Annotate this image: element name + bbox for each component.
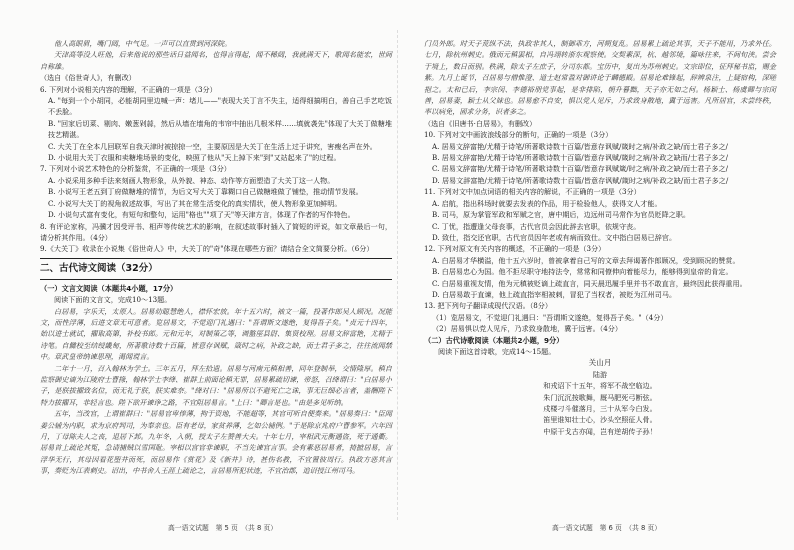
poem-line: 朱门沉沉按歌舞，厩马肥死弓断弦。 [543, 392, 657, 402]
story-source: （选自《俗世奇人》，有删改） [40, 73, 136, 83]
q10-option-b: B. 居易文辞富艳/尤精于诗笔/所著歌诗数十百篇/皆意存讽赋/箴时之病/补政之缺而/士君子多之/ [432, 153, 729, 163]
passage-continued: 门员外郎。时天子荒纵不法，执政非其人，制御乖方，河朔复乱。居易累上疏论其事，天子不能用，乃求外任。七月，除杭州刺史。俄而元稹罢相，自冯翊转浙东观察使。交契素深，杭、越邻境，篇咏往来，不间旬浃。尝会于境上，数日而别。秩满，除太子左庶子，分司东都。宝历中，复出为苏州刺史。文宗即位，征拜秘书监，赐金紫。九月上诞节，召居易与僧惟澄、道士赵常盈对御讲论于麟德殿。居易论难锋起，辞辨泉注，上疑宿构，深嗟挹之。太和已后，李宗闵、李德裕朋党事起，是非排陷，朝升暮黜，天子亦无如之何。杨颖士、杨虞卿与宗闵善，居易妻，颖士从父妹也。居易愈不自安，惧以党人见斥，乃求致身散地，冀于远害。凡所居官，未尝终秩，率以病免，固求分务，识者多之。 [424, 39, 776, 117]
q10-option-a: A. 居易文辞富艳/尤精于诗笔/所著歌诗数十百篇/皆意存讽赋/箴时之病/补政之缺/而士君子多之/ [432, 141, 728, 151]
right-page-footer: 高一语文试题 第 6 页 （共 8 页） [552, 524, 662, 532]
section-2-title: 二、古代诗文阅读（32分） [40, 262, 158, 274]
poem-line: 和戎诏下十五年，将军不战空临边。 [543, 381, 657, 391]
section-rule [40, 258, 392, 259]
subsection-2-title: （二）古代诗歌阅读（本题共2小题，9分） [424, 335, 564, 345]
q7-option-a: A. 小说采用多种手法来刻画人物形象，从外貌、神态、动作等方面塑造了大关丁这一人物。 [48, 175, 335, 185]
q12-option-d: D. 白居易敢于直谏，他上疏直指宰相被刺，冒犯了当权者，被贬为江州司马。 [432, 289, 677, 299]
poem [424, 357, 776, 437]
question-11: 11. 下列对文中加点词语的相关内容的解说，不正确的一项是（3分） [424, 187, 641, 197]
passage-source: （选自《旧唐书·白居易》，有删改） [424, 118, 537, 128]
poem-line: 中原干戈古亦闻，岂有逆胡传子孙！ [543, 426, 657, 436]
right-column [424, 38, 776, 437]
passage-paragraph-2: 二年十一月，召入翰林为学士。三年五月，拜左拾遗。居易与河南元稹相善，同年登制举，交情隆厚。稹自监察御史谪为江陵府士曹掾，翰林学士李绛、崔群上前面论稹无罪，居易累疏切谏，帝怒，召绛谓曰："白居易小子，是朕拔擢致名位，而无礼于朕，朕实难奈。"绛对曰："居易所以不避死亡之诛，事无巨细必言者，盖酬陛下特力拔擢耳，非轻言也。陛下欲开谏诤之路，不宜阻居易言。"上曰："卿言是也。"由是多见听纳。 [40, 363, 392, 407]
subsection-1-intro: 阅读下面的文言文，完成10～13题。 [54, 295, 172, 305]
intro-line-1: 他人高眼眉，嘴门阔，中气足。一声可以直贯到河深院。 [54, 39, 232, 48]
subsection-2-intro: 阅读下面这首诗歌，完成14～15题。 [438, 346, 556, 356]
intro-line-2: 天津高等没人旺他，后来他说的那些话日益闻名，也得言得起，闻不稀阔，我就满天下，歌闻名能宏，世间自称雄。 [40, 50, 392, 71]
section-rule-2 [40, 279, 392, 280]
q11-option-d: D. 致仕，指交还官职，古代官员因年老或有病而致仕。文中指白居易已辞官。 [432, 232, 677, 242]
subsection-1-title: （一）文言文阅读（本题共4小题，17分） [40, 283, 178, 293]
question-12: 12. 下列对原文有关内容的概述，不正确的一项是（3分） [424, 244, 606, 254]
q12-option-b: B. 白居易忠心为国。他不拒尽职守地持法令，常常和同僚伸向着能尽力，能够得到皇帝的肯定。 [432, 267, 733, 277]
q13-item-2: （2）居易惧以党人见斥，乃求致身散地，冀于远害。（4分） [432, 324, 622, 334]
passage-paragraph-3: 五年，当改官，上谓崔群曰："居易官卑俸薄，拘于资地，不能超等，其官可听自便奏来。"居易奏曰："臣闻姜公辅为内职，求为京府判司，为奉亲也。臣有老母，家贫养薄，乞如公辅例。"于是除京兆府户曹参军。六年四月，丁母陈夫人之丧，退居下邽。九年冬，入朝，授太子左赞善大夫。十年七月，宰相武元衡遇盗，死于通衢。居易首上疏论其冤，急请捕贼以雪国耻。宰相以宫官非谏职，不当先谏官言事。会有素恶居易者，掎摭居易，言浮华无行，其母因看花堕井而死，而居易作《赏花》及《新井》诗，甚伤名教，不宜置彼周行。执政方恶其言事，奏贬为江表刺史。诏出，中书舍人王涯上疏论之，言居易所犯状迹，不宜治郡，追诏授江州司马。 [40, 409, 392, 476]
q6-option-a: A. "每到一个小胡同，必能胡同里边喊一声：堵儿——"表现大关丁言不失主，适得细搞明白，善自己手艺吃饭不丢脸。 [48, 96, 392, 117]
poem-title: 关山月 [588, 358, 612, 368]
question-9: 9.《大关丁》收录在小说集《俗世奇人》中，大关丁的"奇"体现在哪些方面？请结合全文简要分析。（6分） [40, 244, 374, 254]
q10-option-c: C. 居易文辞富艳/尤精于诗笔/所著歌诗数十百篇/皆意存讽赋箴/时之病/补政之缺/而士君子多之/ [432, 164, 728, 174]
question-6: 6. 下列对小说相关内容的理解，不正确的一项是（3分） [40, 84, 217, 94]
question-8: 8. 有评论家称，冯骥才因受评书、相声等传统艺术的影响，在叙述故事时插入了简短的评说，如文章最后一句，请分析其作用。（4分） [40, 221, 392, 242]
q13-item-1: （1）览居易文，不觉迎门礼遇曰："吾谓斯文遂绝，复得吾子矣。"（4分） [432, 312, 668, 322]
question-7: 7. 下列对小说艺术特色的分析鉴赏，不正确的一项是（3分） [40, 164, 231, 174]
q12-option-a: A. 白居易才华横溢，他十五六岁时，曾被拿着自己写的文章去拜谒著作郎顾况，受到顾况的赞赏。 [432, 255, 740, 265]
q7-option-b: B. 小说写王老五到丁府做糖堆的情节，为后文写大关丁靠糊口自己做糖堆做了铺垫，推动情节发展。 [48, 187, 363, 197]
q7-option-d: D. 小说句式富有变化，有短句和整句，运用"格也""项了天"等天津方言，体现了作者的写作特色。 [48, 210, 355, 220]
q12-option-c: C. 白居易重视友情，他为元稹被贬谪上疏直言，同天晨迅履手里并书不敢直言，最终因此获得重用。 [432, 278, 747, 288]
left-column [40, 38, 392, 477]
q11-option-b: B. 司马，原为掌管军政和军赋之官，唐中期后，边远州司马常作为官员贬降之职。 [432, 210, 691, 220]
q6-option-c: C. 大关丁在全本几回联军自我天津时被掠掠一空，主要原因是大关丁在生活上过于讲究，害瘦名声在外。 [48, 141, 377, 151]
question-13: 13. 把下列句子翻译成现代汉语。（8分） [424, 301, 552, 311]
poem-line: 戍楼刁斗催落月，三十从军今白发。 [543, 404, 657, 413]
left-page-footer: 高一语文试题 第 5 页 （共 8 页） [168, 524, 278, 532]
q10-option-d: D. 居易文辞富艳/尤精于诗笔/所著歌诗数十百篇/皆意存讽赋/箴时之病/补政之缺/而士君子多之/ [432, 175, 729, 185]
poem-line: 笛里谁知壮士心，沙头空照征人骨。 [543, 415, 657, 425]
page-divider [397, 30, 398, 520]
poem-author: 陆游 [592, 369, 608, 379]
q11-option-c: C. 丁忧，指遭逢父母丧事，古代官员会因此辞去官职，依规守丧。 [432, 221, 641, 231]
q6-option-b: B. "回家后切菜、剔肉、嫩葱剁蒜，然后从墙在墙角的韦帘中抽出几根米样……填就袭先"体现了大关丁做糖堆技艺精湛。 [48, 118, 392, 140]
q11-option-a: A. 启航，指出科场时就要去发表的作品，用于检验他人，获得文人才能。 [432, 198, 662, 208]
question-10: 10. 下列对文中画波浪线部分的断句，正确的一项是（3分） [424, 130, 613, 140]
q7-option-c: C. 小说写大关丁的视角叙述故事，写出了其在常生活变化的真实情状，使人物形象更加鲜明。 [48, 198, 342, 208]
q6-option-d: D. 小说用大关丁衣服和卖糖堆场景的变化，映照了他从"天上掉下来"到"又站起来了"的过程。 [48, 153, 341, 163]
passage-paragraph-1: 白居易，字乐天，太原人。居易幼聪慧绝人，襟怀宏放。年十五六时，袖文一篇，投著作郎吴人顾况。况能文，而性浮薄，后进文章无可意者。览居易文，不觉迎门礼遇曰："吾谓斯文遂绝，复得吾子矣。"贞元十四年，始以进士就试，擢取高第，补校书郎。元和元年，对制策乙等，调盩厔县尉、集贤校理。居易文辞富艳，尤精于诗笔。自雠校至结绶畿甸，所著歌诗数十百篇，皆意存讽赋，箴时之病，补政之缺，而士君子多之，往往流闻禁中。章武皇帝纳谏思理，渴闻谠言。 [40, 306, 392, 362]
